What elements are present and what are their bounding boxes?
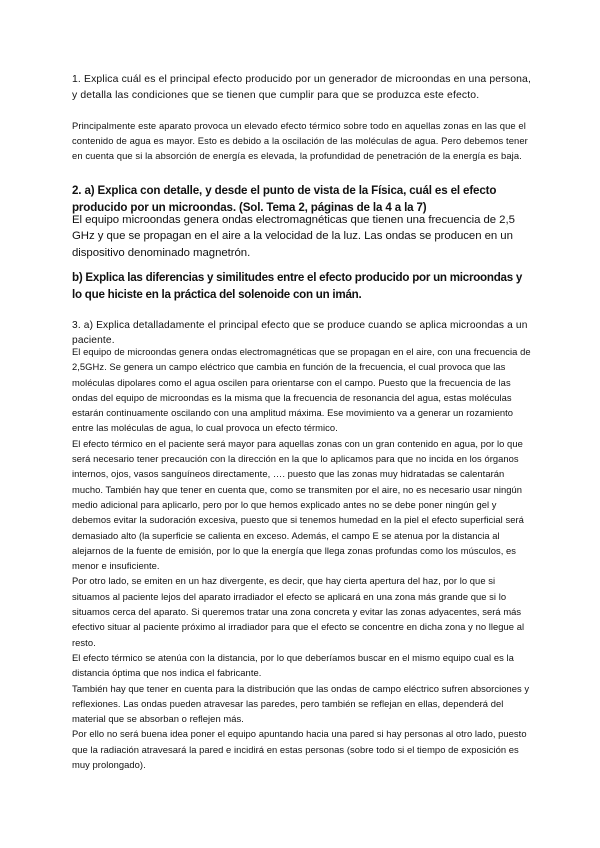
question-2b: b) Explica las diferencias y similitudes entre el efecto producido por un microondas y lo que hiciste en la práctica del solenoide con un imán.: [72, 271, 523, 301]
answer-3a-paragraph: El efecto térmico se atenúa con la distancia, por lo que deberíamos buscar en el mismo equipo cual es la distancia óptima que nos indica el fabricante.: [72, 651, 514, 679]
question-3a: 3. a) Explica detalladamente el principal efecto que se produce cuando se aplica microondas a un paciente.: [72, 320, 528, 346]
answer-3a-paragraph: También hay que tener en cuenta para la distribución que las ondas de campo eléctrico sufren absorciones y reflexiones. Las ondas pueden atravesar las paredes, pero también se reflejan en ellas, dependerá del material que se absorban o reflejen más.: [72, 682, 530, 725]
question-1: 1. Explica cuál es el principal efecto producido por un generador de microondas en una persona, y detalla las condiciones que se tienen que cumplir para que se produzca este efecto.: [72, 74, 532, 101]
answer-3a-paragraph: Por ello no será buena idea poner el equipo apuntando hacia una pared si hay personas al otro lado, puesto que la radiación atravesará la pared e incidirá en estas personas (sobre todo si el tiempo de exposición es muy prolongado).: [72, 728, 527, 771]
answer-3a-paragraph: El efecto térmico en el paciente será mayor para aquellas zonas con un gran contenido en agua, por lo que será necesario tener precaución con la dirección en la que lo aplicamos para que no incida en los órganos internos, ojos, vasos sanguíneos directamente, …. puesto que las zonas muy hidratadas se calentarán mucho. También hay que tener en cuenta que, como se transmiten por el aire, no es necesario usar ningún medio adicional para aplicarlo, pero por lo que hemos explicado antes no se debe poner ningún gel y debemos evitar la sudoración excesiva, puesto que si tenemos humedad en la piel el efecto superficial será demasiado alto (la superficie se calienta en exceso. Además, el campo E se atenua por la distancia al alejarnos de la fuente de emisión, por lo que la energía que llega zonas profundas como los músculos, es menor e insuficiente.: [72, 437, 524, 572]
answer-3a-paragraph: El equipo de microondas genera ondas electromagnéticas que se propagan en el aire, con una frecuencia de 2,5GHz. Se genera un campo eléctrico que cambia en función de la frecuencia, el cual provoca que las moléculas dipolares como el agua oscilen para orientarse con el campo. Puesto que la frecuencia de las ondas del equipo de microondas es la misma que la frecuencia de resonancia del agua, estas moléculas estarán continuamente oscilando con una amplitud máxima. Ese movimiento va a generar un rozamiento entre las moléculas de agua, lo cual provoca un efecto térmico.: [72, 346, 531, 434]
answer-1: Principalmente este aparato provoca un elevado efecto térmico sobre todo en aquellas zonas en las que el contenido de agua es mayor. Esto es debido a la oscilación de las moléculas de agua. Pero debemos tener en cuenta que si la absorción de energía es elevada, la profundidad de penetración de la energía es baja.: [72, 120, 528, 162]
answer-2a: El equipo microondas genera ondas electromagnéticas que tienen una frecuencia de 2,5 GHz y que se propagan en el aire a la velocidad de la luz. Las ondas se producen en un dispositivo denominado magnetrón.: [72, 214, 515, 259]
answer-3a-paragraph: Por otro lado, se emiten en un haz divergente, es decir, que hay cierta apertura del haz, por lo que si situamos al paciente lejos del aparato irradiador el efecto se aplicará en una zona más grande que si lo situamos cerca del aparato. Si queremos tratar una zona concreta y evitar las zonas adyacentes, será más efectivo situar al paciente próximo al irradiador para que el efecto se concentre en dicha zona y no llegue al resto.: [72, 575, 525, 648]
question-2a: 2. a) Explica con detalle, y desde el punto de vista de la Física, cuál es el efecto producido por un microondas. (Sol. Tema 2, páginas de la 4 a la 7): [72, 184, 497, 214]
answer-3a: [72, 344, 532, 772]
